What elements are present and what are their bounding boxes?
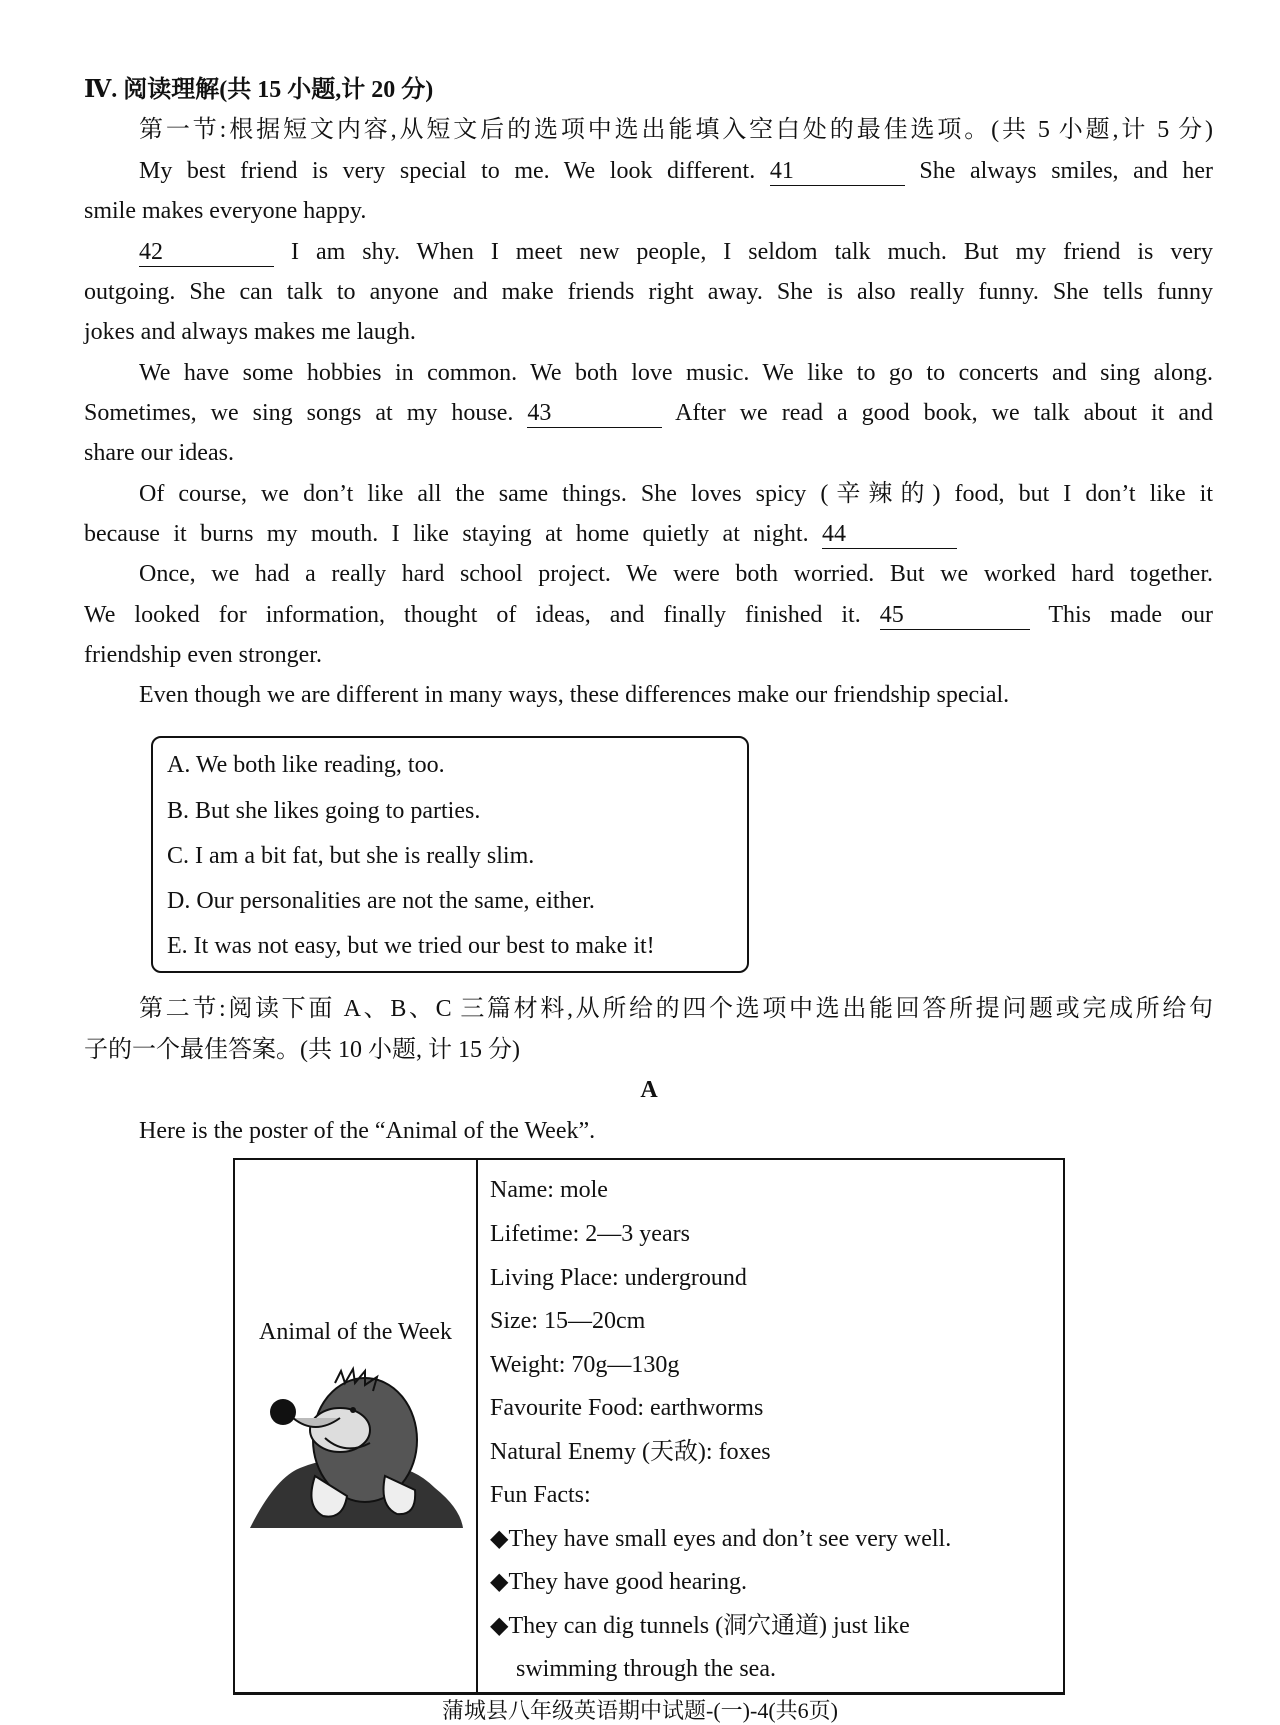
passage-line: share our ideas. <box>84 440 234 466</box>
blank-43: 43 <box>527 399 662 428</box>
blank-41: 41 <box>770 157 905 186</box>
text: She always smiles, and her <box>919 158 1214 184</box>
text: because it burns my mouth. I like staying at home quietly at night. <box>84 521 809 547</box>
mole-illustration <box>245 1358 467 1533</box>
fun-fact: ◆They have good hearing. <box>490 1569 748 1595</box>
passage-line: Of course, we don’t like all the same things. She loves spicy (辛辣的) food, but I don’t like it <box>139 481 1213 507</box>
fact-natural-enemy: Natural Enemy (天敌): foxes <box>490 1439 771 1465</box>
passage-line <box>84 595 1213 635</box>
passage-line: Even though we are different in many ways, these differences make our friendship special. <box>139 682 1010 708</box>
option-c: C. I am a bit fat, but she is really slim. <box>167 843 535 869</box>
passage-line <box>139 151 1213 191</box>
fun-facts-label: Fun Facts: <box>490 1482 591 1508</box>
passage-line <box>84 393 1213 433</box>
fact-favourite-food: Favourite Food: earthworms <box>490 1395 764 1421</box>
part2-instruction: 第二节:阅读下面 A、B、C 三篇材料,从所给的四个选项中选出能回答所提问题或完成所给句 <box>139 996 1213 1022</box>
passage-label: A <box>640 1077 658 1103</box>
text: Sometimes, we sing songs at my house. <box>84 400 514 426</box>
passage-line: Once, we had a really hard school project. We were both worried. But we worked hard together. <box>139 561 1213 587</box>
part2-instruction: 子的一个最佳答案。(共 10 小题, 计 15 分) <box>84 1037 520 1063</box>
option-e: E. It was not easy, but we tried our best to make it! <box>167 933 655 959</box>
fun-fact-continued: swimming through the sea. <box>516 1656 776 1682</box>
passage-line: We have some hobbies in common. We both love music. We like to go to concerts and sing along. <box>139 360 1213 386</box>
fact-lifetime: Lifetime: 2—3 years <box>490 1221 690 1247</box>
blank-45: 45 <box>880 601 1030 630</box>
option-b: B. But she likes going to parties. <box>167 798 481 824</box>
passage-line <box>84 514 957 554</box>
passage-line: friendship even stronger. <box>84 642 322 668</box>
option-a: A. We both like reading, too. <box>167 752 445 778</box>
fun-fact: ◆They can dig tunnels (洞穴通道) just like <box>490 1613 910 1639</box>
fun-fact: ◆They have small eyes and don’t see very well. <box>490 1526 952 1552</box>
text: After we read a good book, we talk about it and <box>675 400 1213 426</box>
table-divider <box>476 1160 478 1692</box>
text: We looked for information, thought of ideas, and finally finished it. <box>84 602 861 628</box>
passage-line: outgoing. She can talk to anyone and make friends right away. She is also really funny. She tells funny <box>84 279 1213 305</box>
text: This made our <box>1048 602 1214 628</box>
fact-living-place: Living Place: underground <box>490 1265 747 1291</box>
fact-name: Name: mole <box>490 1177 608 1203</box>
page-footer: 蒲城县八年级英语期中试题-(一)-4(共6页) <box>442 1698 838 1723</box>
part1-instruction: 第一节:根据短文内容,从短文后的选项中选出能填入空白处的最佳选项。(共 5 小题,计 5 分) <box>139 117 1213 143</box>
options-box <box>151 736 749 973</box>
fact-weight: Weight: 70g—130g <box>490 1352 680 1378</box>
blank-44: 44 <box>822 520 957 549</box>
blank-42: 42 <box>139 238 274 267</box>
text: My best friend is very special to me. We look different. <box>139 158 756 184</box>
option-d: D. Our personalities are not the same, either. <box>167 888 595 914</box>
passage-line: smile makes everyone happy. <box>84 198 367 224</box>
poster-table <box>233 1158 1065 1695</box>
passage-line: jokes and always makes me laugh. <box>84 319 416 345</box>
passage-line <box>139 232 1213 272</box>
poster-title: Animal of the Week <box>259 1319 452 1345</box>
fact-size: Size: 15—20cm <box>490 1308 646 1334</box>
text: I am shy. When I meet new people, I seldom talk much. But my friend is very <box>290 239 1214 265</box>
poster-intro: Here is the poster of the “Animal of the Week”. <box>139 1118 596 1144</box>
section-heading: Ⅳ. 阅读理解(共 15 小题,计 20 分) <box>84 77 434 103</box>
